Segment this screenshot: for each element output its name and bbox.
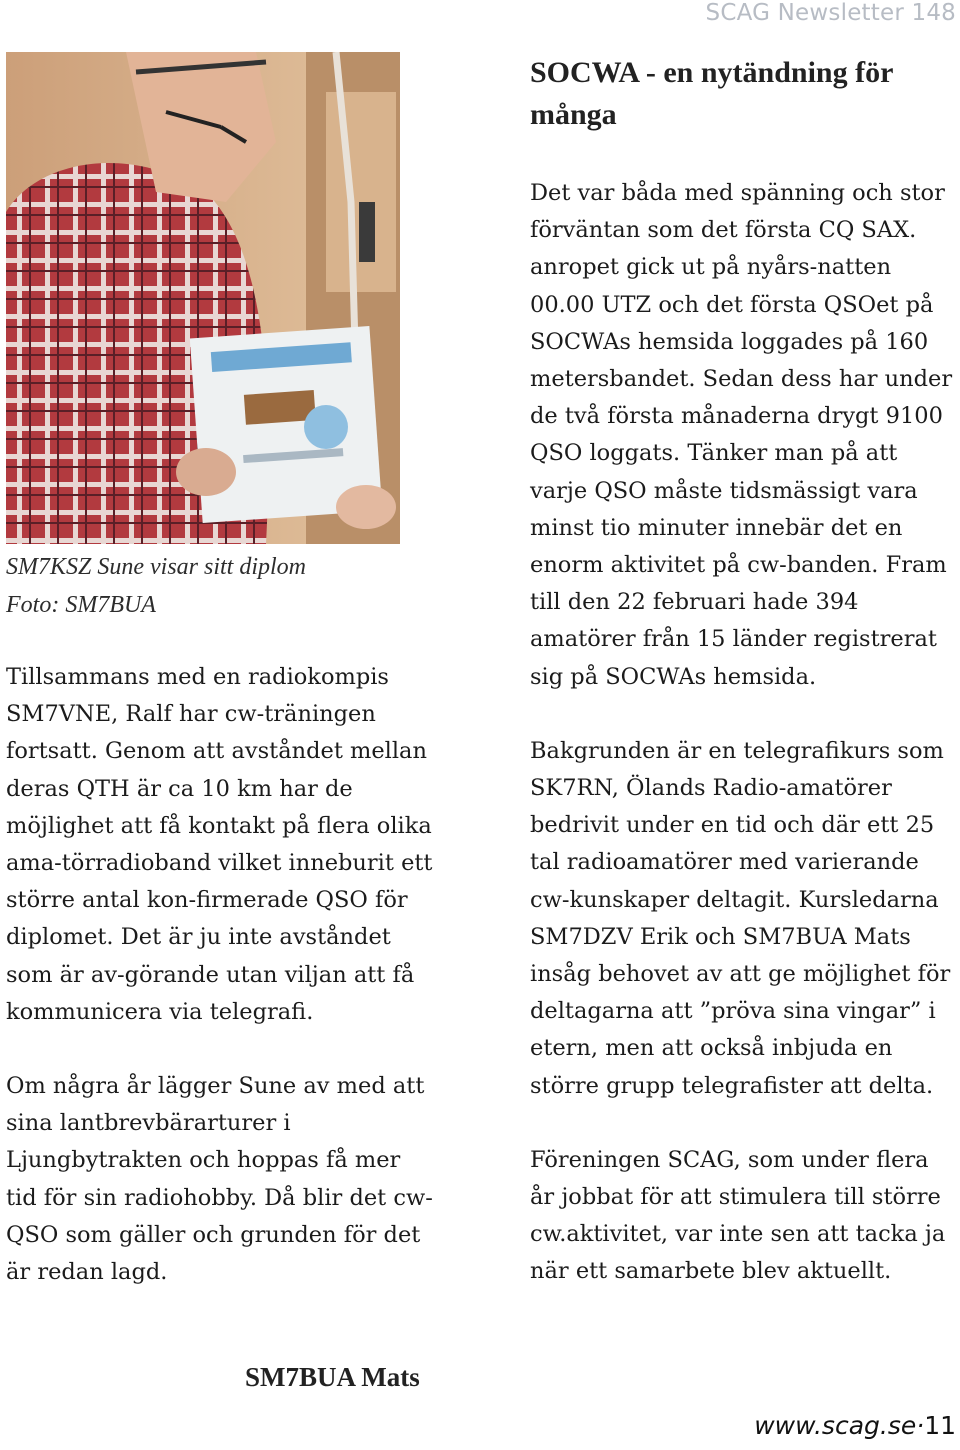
article-photo [6,52,400,544]
photo-image [6,52,400,544]
article-paragraph-2: Bakgrunden är en telegrafikurs som SK7RN, Ölands Radio-amatörer bedrivit under en tid och där ett 25 tal radioamatörer med varierande cw-kunskaper deltagit. Kursledarna SM7DZV Erik och SM7BUA Mats insåg behovet av att ge möjlighet för deltagarna att ”pröva sina vingar” i etern, men att också inbjuda en större grupp telegrafister att delta. [530,737,951,1099]
left-column [6,659,438,1291]
right-column [530,175,958,1291]
caption-line: SM7KSZ Sune visar sitt diplom [6,554,307,580]
author-signature: SM7BUA Mats [245,1362,420,1392]
footer-separator: · [916,1411,925,1440]
photo-caption [6,548,406,624]
caption-credit: Foto: SM7BUA [6,592,156,618]
article-paragraph-3: Föreningen SCAG, som under flera år jobbat för att stimulera till större cw.aktivitet, var inte sen att tacka ja när ett samarbete blev aktuellt. [530,1146,946,1285]
page-number: 11 [924,1411,956,1440]
newsletter-header: SCAG Newsletter 148 [705,0,956,26]
left-paragraph-1: Tillsammans med en radiokompis SM7VNE, Ralf har cw-träningen fortsatt. Genom att avståndet mellan deras QTH är ca 10 km har de möjlighet att få kontakt på flera olika ama-törradioband vilket inneburit ett större antal kon-firmerade QSO för diplomet. Det är ju inte avståndet som är av-görande utan viljan att få kommunicera via telegrafi. [6,664,433,1025]
footer-url[interactable]: www.scag.se [754,1411,917,1440]
article-paragraph-1: Det var båda med spänning och stor förväntan som det första CQ SAX. anropet gick ut på nyårs-natten 00.00 UTZ och det första QSOet på SOCWAs hemsida loggades på 160 metersbandet. Sedan dess har under de två första månaderna drygt 9100 QSO loggats. Tänker man på att varje QSO måste tidsmässigt vara minst tio minuter innebär det en enorm aktivitet på cw-banden. Fram till den 22 februari hade 394 amatörer från 15 länder registrerat sig på SOCWAs hemsida. [530,180,953,690]
left-paragraph-2: Om några år lägger Sune av med att sina lantbrevbärarturer i Ljungbytrakten och hoppas få mer tid för sin radiohobby. Då blir det cw-QSO som gäller och grunden för det är redan lagd. [6,1073,433,1286]
article-title: SOCWA - en nytändning för många [530,56,893,131]
page-footer [754,1411,956,1440]
